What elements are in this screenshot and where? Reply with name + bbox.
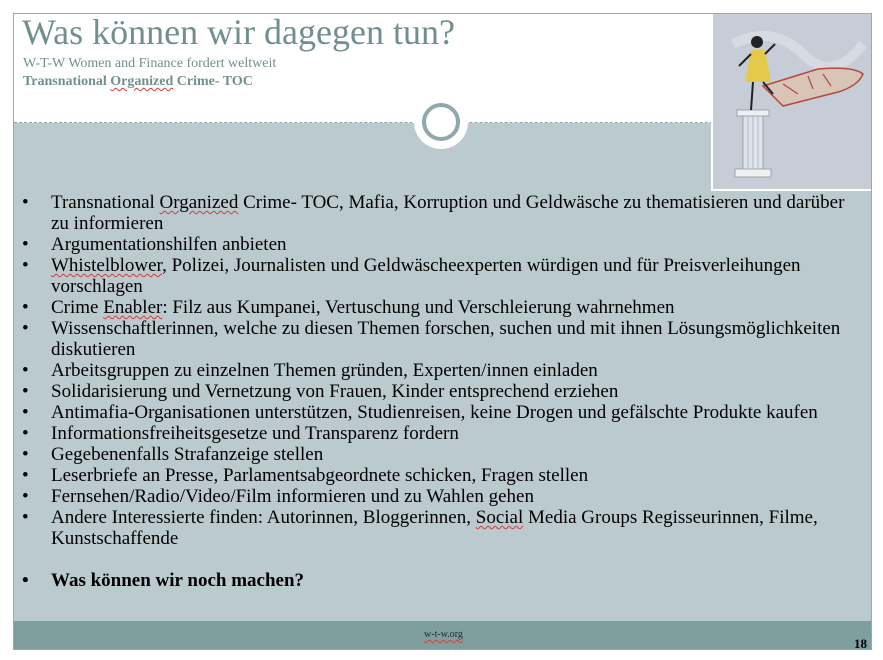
spellcheck-underlined-word: Enabler xyxy=(103,297,163,318)
bullet-text: Fernsehen/Radio/Video/Film informieren und zu Wahlen gehen xyxy=(51,486,534,507)
bullet-text: , Polizei, Journalisten und Geldwäscheexperten würdigen und für Preisverleihungen vorschlagen xyxy=(51,255,801,297)
page-number: 18 xyxy=(854,636,867,650)
bullet-list xyxy=(22,192,862,591)
bullet-item xyxy=(22,444,862,465)
slide-subtitle-toc xyxy=(23,74,253,90)
bullet-item xyxy=(22,255,862,297)
bullet-text: Antimafia-Organisationen unterstützen, Studienreisen, keine Drogen und gefälschte Produkte kaufen xyxy=(51,402,818,423)
bullet-item xyxy=(22,297,862,318)
bullet-item xyxy=(22,360,862,381)
footer-url xyxy=(14,629,872,640)
bullet-text: Andere Interessierte finden: Autorinnen, Bloggerinnen, xyxy=(51,507,476,528)
bullet-text: Was können wir noch machen? xyxy=(51,570,305,591)
bullet-text: Arbeitsgruppen zu einzelnen Themen gründen, Experten/innen einladen xyxy=(51,360,598,381)
bullet-item xyxy=(22,486,862,507)
bullet-text: Solidarisierung und Vernetzung von Frauen, Kinder entsprechend erziehen xyxy=(51,381,619,402)
bullet-item xyxy=(22,402,862,423)
illustration-graphic xyxy=(713,14,872,189)
bullet-spacer xyxy=(22,549,862,570)
subtitle-misspelled-word: Organized xyxy=(110,74,174,89)
bullet-item xyxy=(22,507,862,549)
spellcheck-underlined-word: Whistelblower xyxy=(51,255,163,276)
bullet-text: Argumentationshilfen anbieten xyxy=(51,234,287,255)
bullet-item xyxy=(22,192,862,234)
ring-ornament-icon xyxy=(418,99,464,145)
bullet-text: Transnational xyxy=(51,192,160,213)
bullet-item xyxy=(22,318,862,360)
bullet-item xyxy=(22,423,862,444)
bullet-text: Gegebenenfalls Strafanzeige stellen xyxy=(51,444,324,465)
bullet-item xyxy=(22,234,862,255)
spellcheck-underlined-word: Social xyxy=(475,507,524,528)
bullet-text: Wissenschaftlerinnen, welche zu diesen Themen forschen, suchen und mit ihnen Lösungsmöglichkeiten diskutieren xyxy=(51,318,841,360)
figure-on-pillar-illustration xyxy=(711,14,872,191)
slide-footer xyxy=(14,621,872,650)
subtitle-text-after: Crime- TOC xyxy=(173,74,253,89)
bullet-text: Leserbriefe an Presse, Parlamentsabgeordnete schicken, Fragen stellen xyxy=(51,465,589,486)
slide xyxy=(13,13,872,650)
bullet-item xyxy=(22,381,862,402)
slide-subtitle: W-T-W Women and Finance fordert weltweit xyxy=(23,56,277,71)
footer-url-text: w-t-w.org xyxy=(424,629,463,640)
slide-title: Was können wir dagegen tun? xyxy=(22,13,455,52)
bullet-item xyxy=(22,570,862,591)
subtitle-text-before: Transnational xyxy=(23,74,111,89)
spellcheck-underlined-word: Organized xyxy=(159,192,239,213)
bullet-item xyxy=(22,465,862,486)
bullet-text: Media Groups Regisseurinnen, Filme, Kunstschaffende xyxy=(51,507,818,549)
bullet-text: : Filz aus Kumpanei, Vertuschung und Verschleierung wahrnehmen xyxy=(162,297,675,318)
bullet-text: Crime- TOC, Mafia, Korruption und Geldwäsche zu thematisieren und darüber zu informieren xyxy=(51,192,845,234)
bullet-text: Informationsfreiheitsgesetze und Transparenz fordern xyxy=(51,423,459,444)
bullet-text: Crime xyxy=(51,297,104,318)
